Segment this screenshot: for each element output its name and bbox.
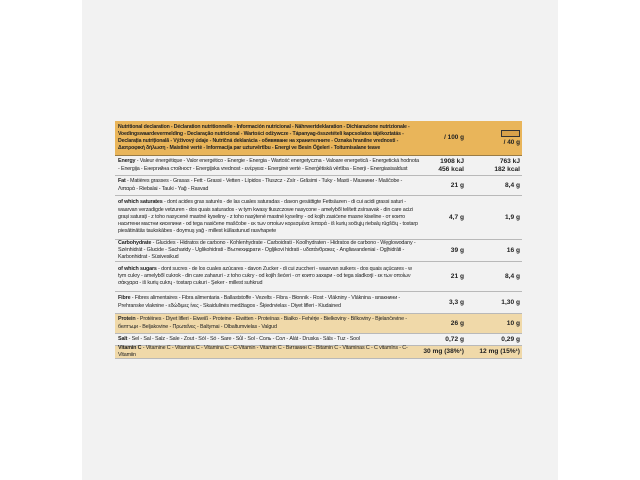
row-translations: - dont acides gras saturés - de las cuales saturadas - davon gesättigte Fettsäuren - di cui acidi grassi saturi - waarvan verzadigde vetzuren - dos quais saturados - w tym kwasy tłuszczowe nasycone - amelyből telített zsírsavak - din care acizi grași saturați - z toho nasycené mastné kyseliny - z toho nasýtené mastné kyseliny - od kojih zasićene masne kiseline - от които наситени мастни киселини - od tega nasičene maščobe - εκ των οποίων κορεσμένα λιπαρά - iš kurių sočiųjų riebalų rūgščių - tostarp piesātinātās taukskābes - doymuş yağ - millest küllastunud rasvhapete	[118, 199, 418, 235]
table-row	[115, 176, 522, 196]
row-description	[115, 265, 422, 289]
table-row	[115, 262, 522, 292]
table-header	[115, 121, 522, 156]
row-label: Fibre	[118, 295, 131, 302]
value-per-100g-text: 4,7 g	[448, 213, 464, 221]
value-per-portion-text: 1,30 g	[501, 298, 520, 306]
value-per-portion-text: 8,4 g	[504, 272, 520, 280]
table-row	[115, 292, 522, 314]
table-row	[115, 196, 522, 240]
value-per-100g-text: 0,72 g	[445, 335, 464, 343]
value-per-100g-text: 26 g	[450, 319, 464, 327]
header-per-100g: / 100 g	[444, 134, 464, 141]
row-label: Protein	[118, 316, 136, 323]
row-description	[115, 294, 422, 310]
row-description	[115, 335, 422, 344]
value-per-portion-text: 12 mg (15%¹)	[479, 348, 520, 355]
value-per-100g	[422, 158, 472, 174]
value-per-100g	[422, 299, 472, 307]
row-description	[115, 344, 422, 360]
row-label: Fat	[118, 178, 126, 185]
row-translations: - Sel - Sal - Salz - Sale - Zout - Sól - Só - Sare - Sůl - Sol - Соль - Сол - Alát - Druska - Sāls - Tuz - Sool	[127, 335, 360, 342]
row-translations: - Matières grasses - Grasas - Fett - Grassi - Vetten - Lípidos - Tłuszcz - Zsír - Grăsimi - Tuky - Masti - Мазнини - Maščobe - Λιπαρά - Riebalai - Tauki - Yağ - Rasvad	[118, 178, 403, 192]
nutrition-rows	[115, 156, 522, 359]
table-row	[115, 346, 522, 359]
row-translations: - dont sucres - de los cuales azúcares - davon Zucker - di cui zuccheri - waarvan suikers - dos quais açúcares - w tym cukry - amelyből cukrok - din care zaharuri - z toho cukry - od kojih šećeri - от които захари - od tega sladkorji - εκ των οποίων σάκχαρα - iš kurių cukrų - tostarp cukuri - Şeker - millest suhkrud	[118, 265, 412, 287]
row-description	[115, 239, 422, 263]
row-translations: - Glucides - Hidratos de carbono - Kohlenhydrate - Carboidrati - Koolhydraten - Hidratos de carbono - Węglowodany - Szénhidrát - Glucide - Sacharidy - Uglikohidrati - Въглехидрати - Ogljikovi hidrati - υδατάνθρακες - Angliavandeniai - Ogļhidrāti - Karbonhidrat - Süsivesikud	[118, 239, 416, 261]
value-per-100g	[422, 320, 472, 328]
row-translations: - Valeur énergétique - Valor energético - Energie - Energia - Wartość energetyczna - Valoare energetică - Energetická hodnota - Energija - Енергийна стойност - Energijska vrednost - ενέργεια - Energinė vertė - Enerģētiskā vērtība - Enerji - Energiasisaldust	[118, 158, 419, 172]
value-per-portion	[472, 299, 522, 307]
value-per-100g-text: 3,3 g	[448, 298, 464, 306]
row-label: Vitamin C	[118, 344, 142, 351]
value-per-100g-text: 39 g	[450, 246, 464, 254]
value-per-portion	[472, 336, 522, 344]
value-per-portion-text: 8,4 g	[504, 181, 520, 189]
row-description	[115, 198, 422, 236]
row-translations: - Protéines - Diyet lifleri - Eiweiß - Proteine - Eiwitten - Proteínas - Białko - Fehérje - Bielkoviny - Bílkoviny - Bjelančevine - белтъци - Beljakovine - Πρωτεΐνες - Baltymai - Olbaltumvielas - Valgud	[118, 316, 407, 330]
value-per-100g-kcal: 456 kcal	[438, 165, 464, 173]
row-label: Salt	[118, 335, 128, 342]
row-label: Energy	[118, 158, 136, 165]
table-row	[115, 240, 522, 262]
row-label: Carbohydrate	[118, 239, 152, 246]
value-per-100g-text: 30 mg (38%¹)	[423, 348, 464, 355]
table-row	[115, 314, 522, 334]
header-per-portion-label: / 40 g	[503, 138, 520, 146]
row-description	[115, 157, 422, 173]
value-per-portion-kcal: 182 kcal	[494, 165, 520, 173]
value-per-100g-text: 21 g	[450, 272, 464, 280]
nutrition-table	[115, 121, 522, 359]
value-per-100g	[422, 182, 472, 190]
value-per-100g-text: 1908 kJ	[440, 157, 464, 165]
value-per-portion-text: 0,29 g	[501, 335, 520, 343]
value-per-portion	[472, 348, 522, 356]
value-per-portion	[472, 214, 522, 222]
value-per-portion-text: 10 g	[506, 319, 520, 327]
row-label: of which sugars	[118, 265, 157, 272]
row-label: of which saturates	[118, 199, 163, 206]
header-per-portion	[472, 130, 522, 147]
value-per-portion	[472, 273, 522, 281]
table-row	[115, 156, 522, 176]
value-per-100g	[422, 247, 472, 255]
value-per-portion	[472, 158, 522, 174]
value-per-portion-text: 1,9 g	[504, 213, 520, 221]
header-description: Nutritional declaration - Déclaration nutritionnelle - Información nutricional - Nährwertdeklaration - Dichiarazione nutrizionale - Voedingswaardevermelding - Declaração nutricional - Wartości odżywcze - Tápanyag-összetételi kapcsolatos tájékoztatás - Declarația nutrițională - Výživový údaje - Nutričná deklarácia - обявяване на хранителните - Oznaka hranilne vrednosti - Διατροφική δήλωση - Maistinė vertė - Informacija par uzturvērtību - Energi ve Besin Öğeleri - Toitumisalane teave	[118, 123, 410, 152]
value-per-portion	[472, 247, 522, 255]
value-per-100g	[422, 214, 472, 222]
packet-icon	[501, 130, 520, 137]
value-per-portion-text: 16 g	[506, 246, 520, 254]
value-per-100g-text: 21 g	[450, 181, 464, 189]
row-description	[115, 315, 422, 331]
value-per-100g	[422, 348, 472, 356]
row-description	[115, 177, 422, 193]
value-per-portion	[472, 182, 522, 190]
value-per-portion	[472, 320, 522, 328]
row-translations: - Vitamine C - Vitamina C - Vitamina C - C-Vitamin - Vitamin C - Витамин C - Bitamin C - Vitaminas C - C vitamīns - C-Vitamiin	[118, 344, 408, 358]
value-per-100g	[422, 273, 472, 281]
row-translations: - Fibres alimentaires - Fibra alimentaria - Ballaststoffe - Vezelts - Fibra - Błonnik - Rost - Vlákniny - Vláknina - влакнини - Prehranske vlaknine - εδώδιμες ίνες - Skaidulinės medžiagos - Šķiedrvielas - Diyet lifleri - Kiudained	[118, 295, 401, 309]
value-per-portion-text: 763 kJ	[499, 157, 520, 165]
value-per-100g	[422, 336, 472, 344]
